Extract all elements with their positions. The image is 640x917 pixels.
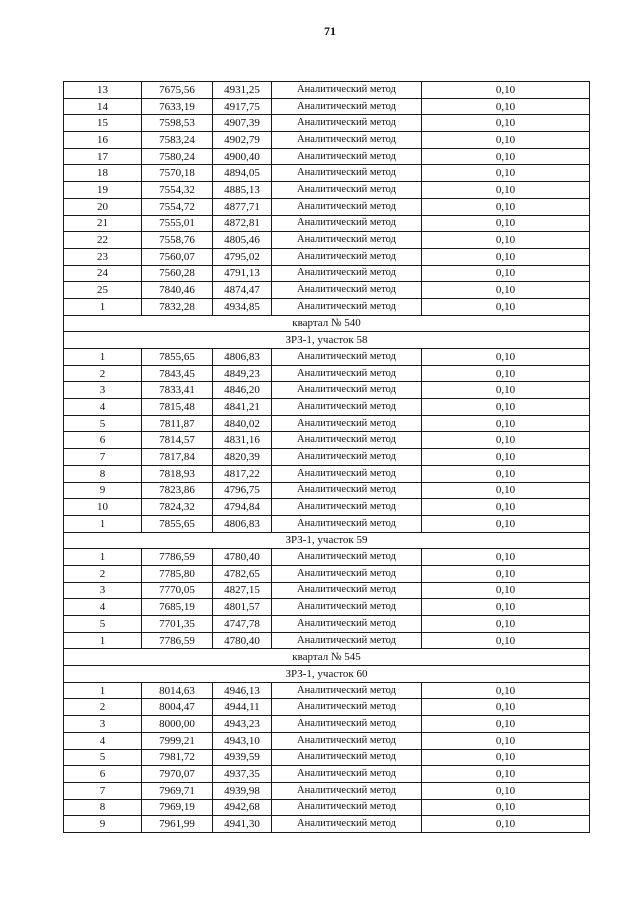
x-coordinate-cell: 7981,72 [142, 749, 213, 766]
x-coordinate-cell: 7675,56 [142, 82, 213, 99]
precision-cell: 0,10 [422, 349, 590, 366]
y-coordinate-cell: 4877,71 [213, 198, 272, 215]
precision-cell: 0,10 [422, 248, 590, 265]
point-number-cell: 5 [64, 415, 142, 432]
method-cell: Аналитический метод [272, 232, 422, 249]
method-cell: Аналитический метод [272, 482, 422, 499]
point-number-cell: 17 [64, 148, 142, 165]
table-row [64, 582, 590, 599]
point-number-cell: 23 [64, 248, 142, 265]
coordinates-table [63, 81, 590, 833]
table-row [64, 482, 590, 499]
precision-cell: 0,10 [422, 499, 590, 516]
table-row [64, 382, 590, 399]
y-coordinate-cell: 4872,81 [213, 215, 272, 232]
table-row [64, 465, 590, 482]
method-cell: Аналитический метод [272, 215, 422, 232]
x-coordinate-cell: 7583,24 [142, 132, 213, 149]
point-number-cell: 8 [64, 465, 142, 482]
x-coordinate-cell: 7855,65 [142, 349, 213, 366]
table-row [64, 215, 590, 232]
precision-cell: 0,10 [422, 565, 590, 582]
point-number-cell: 14 [64, 98, 142, 115]
precision-cell: 0,10 [422, 465, 590, 482]
point-number-cell: 8 [64, 799, 142, 816]
method-cell: Аналитический метод [272, 432, 422, 449]
x-coordinate-cell: 7815,48 [142, 399, 213, 416]
precision-cell: 0,10 [422, 148, 590, 165]
x-coordinate-cell: 7823,86 [142, 482, 213, 499]
x-coordinate-cell: 7817,84 [142, 449, 213, 466]
y-coordinate-cell: 4934,85 [213, 298, 272, 315]
method-cell: Аналитический метод [272, 182, 422, 199]
point-number-cell: 16 [64, 132, 142, 149]
table-row [64, 515, 590, 532]
method-cell: Аналитический метод [272, 782, 422, 799]
method-cell: Аналитический метод [272, 565, 422, 582]
precision-cell: 0,10 [422, 182, 590, 199]
precision-cell: 0,10 [422, 732, 590, 749]
table-row [64, 298, 590, 315]
table-row [64, 132, 590, 149]
y-coordinate-cell: 4946,13 [213, 682, 272, 699]
method-cell: Аналитический метод [272, 82, 422, 99]
table-row [64, 799, 590, 816]
section-label: квартал № 540 [64, 315, 590, 332]
x-coordinate-cell: 8014,63 [142, 682, 213, 699]
x-coordinate-cell: 7633,19 [142, 98, 213, 115]
y-coordinate-cell: 4907,39 [213, 115, 272, 132]
x-coordinate-cell: 7785,80 [142, 565, 213, 582]
section-label: ЗРЗ-1, участок 58 [64, 332, 590, 349]
method-cell: Аналитический метод [272, 349, 422, 366]
precision-cell: 0,10 [422, 782, 590, 799]
point-number-cell: 2 [64, 699, 142, 716]
method-cell: Аналитический метод [272, 816, 422, 833]
y-coordinate-cell: 4937,35 [213, 766, 272, 783]
section-label: ЗРЗ-1, участок 59 [64, 532, 590, 549]
x-coordinate-cell: 7598,53 [142, 115, 213, 132]
precision-cell: 0,10 [422, 515, 590, 532]
x-coordinate-cell: 7701,35 [142, 616, 213, 633]
point-number-cell: 10 [64, 499, 142, 516]
table-row [64, 565, 590, 582]
x-coordinate-cell: 7961,99 [142, 816, 213, 833]
table-row [64, 349, 590, 366]
method-cell: Аналитический метод [272, 716, 422, 733]
x-coordinate-cell: 7554,32 [142, 182, 213, 199]
y-coordinate-cell: 4939,59 [213, 749, 272, 766]
precision-cell: 0,10 [422, 82, 590, 99]
point-number-cell: 13 [64, 82, 142, 99]
precision-cell: 0,10 [422, 115, 590, 132]
table-row [64, 782, 590, 799]
point-number-cell: 21 [64, 215, 142, 232]
method-cell: Аналитический метод [272, 499, 422, 516]
y-coordinate-cell: 4795,02 [213, 248, 272, 265]
y-coordinate-cell: 4894,05 [213, 165, 272, 182]
table-row [64, 766, 590, 783]
y-coordinate-cell: 4943,10 [213, 732, 272, 749]
x-coordinate-cell: 7840,46 [142, 282, 213, 299]
method-cell: Аналитический метод [272, 632, 422, 649]
y-coordinate-cell: 4780,40 [213, 632, 272, 649]
method-cell: Аналитический метод [272, 616, 422, 633]
table-row [64, 182, 590, 199]
precision-cell: 0,10 [422, 365, 590, 382]
precision-cell: 0,10 [422, 582, 590, 599]
method-cell: Аналитический метод [272, 115, 422, 132]
x-coordinate-cell: 7969,19 [142, 799, 213, 816]
section-label: квартал № 545 [64, 649, 590, 666]
table-row [64, 198, 590, 215]
table-row [64, 699, 590, 716]
y-coordinate-cell: 4806,83 [213, 349, 272, 366]
precision-cell: 0,10 [422, 165, 590, 182]
page-number: 71 [324, 24, 336, 38]
y-coordinate-cell: 4942,68 [213, 799, 272, 816]
point-number-cell: 7 [64, 782, 142, 799]
method-cell: Аналитический метод [272, 165, 422, 182]
method-cell: Аналитический метод [272, 399, 422, 416]
point-number-cell: 5 [64, 749, 142, 766]
method-cell: Аналитический метод [272, 549, 422, 566]
precision-cell: 0,10 [422, 749, 590, 766]
y-coordinate-cell: 4801,57 [213, 599, 272, 616]
x-coordinate-cell: 7580,24 [142, 148, 213, 165]
point-number-cell: 3 [64, 582, 142, 599]
section-header-row [64, 315, 590, 332]
x-coordinate-cell: 7554,72 [142, 198, 213, 215]
method-cell: Аналитический метод [272, 732, 422, 749]
x-coordinate-cell: 7560,07 [142, 248, 213, 265]
precision-cell: 0,10 [422, 132, 590, 149]
point-number-cell: 6 [64, 432, 142, 449]
point-number-cell: 15 [64, 115, 142, 132]
y-coordinate-cell: 4831,16 [213, 432, 272, 449]
y-coordinate-cell: 4780,40 [213, 549, 272, 566]
x-coordinate-cell: 7814,57 [142, 432, 213, 449]
y-coordinate-cell: 4796,75 [213, 482, 272, 499]
point-number-cell: 19 [64, 182, 142, 199]
precision-cell: 0,10 [422, 198, 590, 215]
precision-cell: 0,10 [422, 799, 590, 816]
table-row [64, 148, 590, 165]
y-coordinate-cell: 4902,79 [213, 132, 272, 149]
method-cell: Аналитический метод [272, 766, 422, 783]
precision-cell: 0,10 [422, 682, 590, 699]
point-number-cell: 24 [64, 265, 142, 282]
table-row [64, 449, 590, 466]
x-coordinate-cell: 7786,59 [142, 549, 213, 566]
x-coordinate-cell: 7832,28 [142, 298, 213, 315]
precision-cell: 0,10 [422, 282, 590, 299]
point-number-cell: 1 [64, 682, 142, 699]
table-row [64, 632, 590, 649]
x-coordinate-cell: 7855,65 [142, 515, 213, 532]
x-coordinate-cell: 7555,01 [142, 215, 213, 232]
section-header-row [64, 649, 590, 666]
precision-cell: 0,10 [422, 382, 590, 399]
y-coordinate-cell: 4747,78 [213, 616, 272, 633]
y-coordinate-cell: 4900,40 [213, 148, 272, 165]
point-number-cell: 1 [64, 349, 142, 366]
table-row [64, 232, 590, 249]
table-row [64, 716, 590, 733]
coordinates-table-body [64, 82, 590, 833]
method-cell: Аналитический метод [272, 682, 422, 699]
precision-cell: 0,10 [422, 265, 590, 282]
point-number-cell: 18 [64, 165, 142, 182]
y-coordinate-cell: 4805,46 [213, 232, 272, 249]
x-coordinate-cell: 8004,47 [142, 699, 213, 716]
point-number-cell: 1 [64, 515, 142, 532]
point-number-cell: 1 [64, 632, 142, 649]
point-number-cell: 25 [64, 282, 142, 299]
point-number-cell: 6 [64, 766, 142, 783]
method-cell: Аналитический метод [272, 449, 422, 466]
point-number-cell: 1 [64, 298, 142, 315]
x-coordinate-cell: 8000,00 [142, 716, 213, 733]
precision-cell: 0,10 [422, 232, 590, 249]
method-cell: Аналитический метод [272, 248, 422, 265]
x-coordinate-cell: 7824,32 [142, 499, 213, 516]
point-number-cell: 5 [64, 616, 142, 633]
y-coordinate-cell: 4939,98 [213, 782, 272, 799]
method-cell: Аналитический метод [272, 148, 422, 165]
table-row [64, 749, 590, 766]
table-row [64, 816, 590, 833]
x-coordinate-cell: 7833,41 [142, 382, 213, 399]
point-number-cell: 3 [64, 716, 142, 733]
precision-cell: 0,10 [422, 432, 590, 449]
point-number-cell: 7 [64, 449, 142, 466]
x-coordinate-cell: 7843,45 [142, 365, 213, 382]
method-cell: Аналитический метод [272, 365, 422, 382]
table-row [64, 399, 590, 416]
y-coordinate-cell: 4846,20 [213, 382, 272, 399]
point-number-cell: 2 [64, 565, 142, 582]
precision-cell: 0,10 [422, 215, 590, 232]
point-number-cell: 3 [64, 382, 142, 399]
method-cell: Аналитический метод [272, 265, 422, 282]
precision-cell: 0,10 [422, 399, 590, 416]
x-coordinate-cell: 7970,07 [142, 766, 213, 783]
method-cell: Аналитический метод [272, 298, 422, 315]
table-row [64, 98, 590, 115]
precision-cell: 0,10 [422, 766, 590, 783]
y-coordinate-cell: 4817,22 [213, 465, 272, 482]
table-row [64, 248, 590, 265]
x-coordinate-cell: 7969,71 [142, 782, 213, 799]
y-coordinate-cell: 4791,13 [213, 265, 272, 282]
x-coordinate-cell: 7818,93 [142, 465, 213, 482]
section-header-row [64, 532, 590, 549]
x-coordinate-cell: 7558,76 [142, 232, 213, 249]
method-cell: Аналитический метод [272, 282, 422, 299]
precision-cell: 0,10 [422, 699, 590, 716]
table-row [64, 282, 590, 299]
precision-cell: 0,10 [422, 632, 590, 649]
method-cell: Аналитический метод [272, 382, 422, 399]
y-coordinate-cell: 4806,83 [213, 515, 272, 532]
method-cell: Аналитический метод [272, 415, 422, 432]
point-number-cell: 4 [64, 732, 142, 749]
section-header-row [64, 666, 590, 683]
method-cell: Аналитический метод [272, 599, 422, 616]
y-coordinate-cell: 4885,13 [213, 182, 272, 199]
x-coordinate-cell: 7999,21 [142, 732, 213, 749]
table-row [64, 616, 590, 633]
precision-cell: 0,10 [422, 549, 590, 566]
precision-cell: 0,10 [422, 98, 590, 115]
precision-cell: 0,10 [422, 482, 590, 499]
point-number-cell: 9 [64, 482, 142, 499]
y-coordinate-cell: 4944,11 [213, 699, 272, 716]
table-row [64, 115, 590, 132]
method-cell: Аналитический метод [272, 699, 422, 716]
table-row [64, 165, 590, 182]
table-row [64, 265, 590, 282]
y-coordinate-cell: 4917,75 [213, 98, 272, 115]
method-cell: Аналитический метод [272, 515, 422, 532]
table-row [64, 549, 590, 566]
point-number-cell: 22 [64, 232, 142, 249]
precision-cell: 0,10 [422, 415, 590, 432]
section-header-row [64, 332, 590, 349]
section-label: ЗРЗ-1, участок 60 [64, 666, 590, 683]
y-coordinate-cell: 4827,15 [213, 582, 272, 599]
table-row [64, 432, 590, 449]
table-row [64, 82, 590, 99]
y-coordinate-cell: 4782,65 [213, 565, 272, 582]
y-coordinate-cell: 4820,39 [213, 449, 272, 466]
y-coordinate-cell: 4931,25 [213, 82, 272, 99]
x-coordinate-cell: 7811,87 [142, 415, 213, 432]
method-cell: Аналитический метод [272, 198, 422, 215]
x-coordinate-cell: 7685,19 [142, 599, 213, 616]
y-coordinate-cell: 4941,30 [213, 816, 272, 833]
point-number-cell: 1 [64, 549, 142, 566]
precision-cell: 0,10 [422, 449, 590, 466]
precision-cell: 0,10 [422, 716, 590, 733]
y-coordinate-cell: 4794,84 [213, 499, 272, 516]
point-number-cell: 20 [64, 198, 142, 215]
table-row [64, 682, 590, 699]
table-row [64, 415, 590, 432]
y-coordinate-cell: 4943,23 [213, 716, 272, 733]
y-coordinate-cell: 4874,47 [213, 282, 272, 299]
x-coordinate-cell: 7560,28 [142, 265, 213, 282]
method-cell: Аналитический метод [272, 132, 422, 149]
point-number-cell: 2 [64, 365, 142, 382]
table-row [64, 732, 590, 749]
table-row [64, 599, 590, 616]
method-cell: Аналитический метод [272, 98, 422, 115]
table-row [64, 499, 590, 516]
method-cell: Аналитический метод [272, 582, 422, 599]
precision-cell: 0,10 [422, 599, 590, 616]
precision-cell: 0,10 [422, 298, 590, 315]
y-coordinate-cell: 4840,02 [213, 415, 272, 432]
method-cell: Аналитический метод [272, 799, 422, 816]
y-coordinate-cell: 4849,23 [213, 365, 272, 382]
method-cell: Аналитический метод [272, 465, 422, 482]
method-cell: Аналитический метод [272, 749, 422, 766]
x-coordinate-cell: 7786,59 [142, 632, 213, 649]
precision-cell: 0,10 [422, 616, 590, 633]
point-number-cell: 9 [64, 816, 142, 833]
x-coordinate-cell: 7770,05 [142, 582, 213, 599]
x-coordinate-cell: 7570,18 [142, 165, 213, 182]
precision-cell: 0,10 [422, 816, 590, 833]
point-number-cell: 4 [64, 399, 142, 416]
y-coordinate-cell: 4841,21 [213, 399, 272, 416]
table-row [64, 365, 590, 382]
point-number-cell: 4 [64, 599, 142, 616]
